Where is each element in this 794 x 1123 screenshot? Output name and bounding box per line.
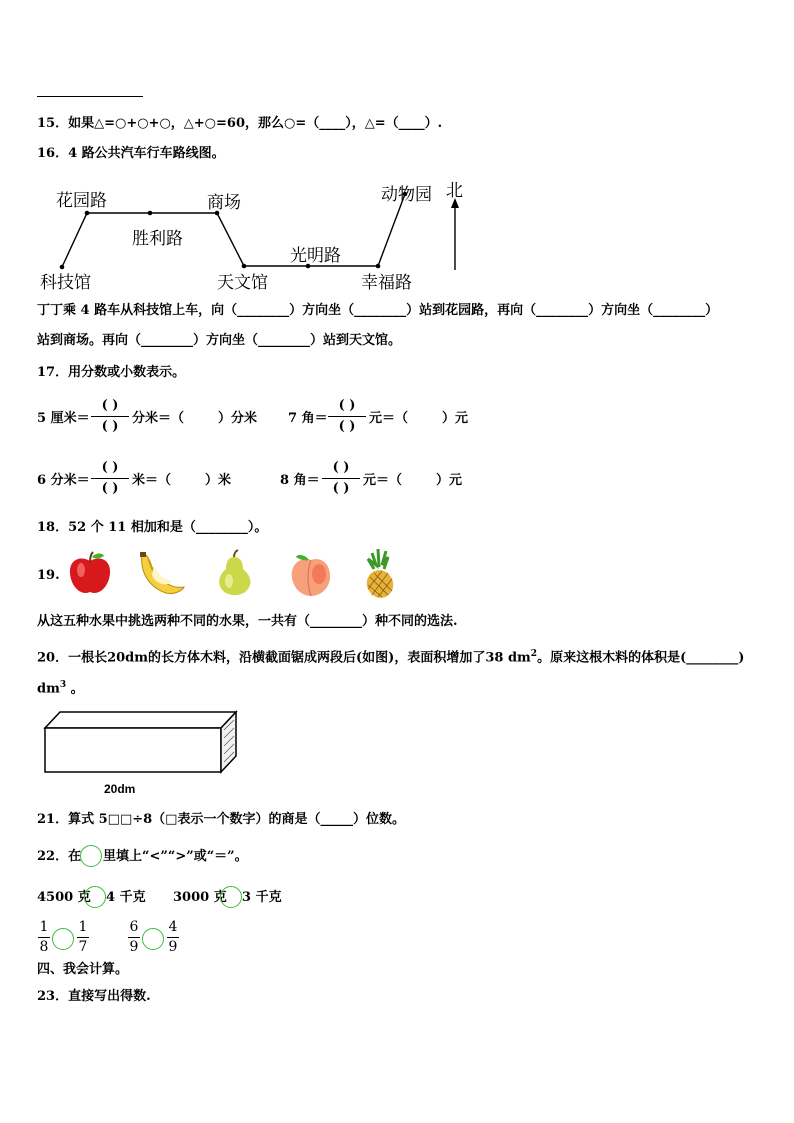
q17-item1-fraction: ( ) ( ) [91,397,129,436]
q17-item1-prefix: 5 厘米＝ [37,411,90,426]
question-19-number: 19. [37,568,60,583]
stop-huayuan: 花园路 [56,191,107,211]
q17-item4-unit: 元＝（ ）元 [363,473,463,488]
fraction-4-9: 4 9 [168,919,178,955]
stop-xingfu: 幸福路 [361,273,412,293]
fraction-1-8: 1 8 [39,919,49,955]
stop-tianwen: 天文馆 [217,273,268,293]
stop-dongwu: 动物园 [381,185,432,205]
q17-item2-prefix: 7 角＝ [288,411,328,426]
question-18: 18．52 个 11 相加和是（________）。 [37,520,268,535]
q17-item1-unit: 分米＝（ ）分米 [132,411,258,426]
compare-circle-3[interactable] [52,928,74,950]
q22-row1b-right: 3 千克 [242,890,282,905]
figure-length-label: 20dm [104,782,136,796]
q17-item3-unit: 米＝（ ）米 [132,473,232,488]
fraction-6-9: 6 9 [129,919,139,955]
question-23: 23．直接写出得数. [37,989,151,1004]
question-15: 15．如果△=○+○+○，△+○=60，那么○=（____），△=（____）. [37,116,443,131]
compare-circle-4[interactable] [142,928,164,950]
question-22-suffix: 里填上“<”“>”或“＝”。 [103,849,248,864]
question-16-line2: 站到商场。再向（________）方向坐（________）站到天文馆。 [37,333,402,348]
q17-item4-prefix: 8 角＝ [280,473,320,488]
question-21: 21．算式 5□□÷8（□表示一个数字）的商是（_____）位数。 [37,812,405,827]
question-16-title: 16．4 路公共汽车行车路线图。 [37,146,225,161]
wood-block-figure [40,706,240,776]
q17-item2-unit: 元＝（ ）元 [369,411,469,426]
stop-shengli: 胜利路 [132,229,183,249]
q17-item3-fraction: ( ) ( ) [91,459,129,498]
compare-circle-2[interactable] [220,886,242,908]
question-22-prefix: 22．在 [37,849,82,864]
header-rule [37,96,143,97]
q17-item4-fraction: ( ) ( ) [322,459,360,498]
peach-icon [287,552,335,598]
stop-guangming: 光明路 [290,246,341,266]
q22-row1b-left: 3000 克 [173,890,227,905]
section-4-heading: 四、我会计算。 [37,962,129,977]
q17-item2-fraction: ( ) ( ) [328,397,366,436]
q17-item3-prefix: 6 分米＝ [37,473,90,488]
stop-keji: 科技馆 [40,273,91,293]
question-17-title: 17．用分数或小数表示。 [37,365,186,380]
q22-row1a-right: 4 千克 [106,890,146,905]
pineapple-icon [358,549,402,599]
q22-row1a-left: 4500 克 [37,890,91,905]
fraction-1-7: 1 7 [78,919,88,955]
pear-icon [212,549,260,597]
question-16-line1: 丁丁乘 4 路车从科技馆上车，向（________）方向坐（________）站到花园路，再向（________）方向坐（________） [37,303,719,318]
compare-circle-icon [80,845,102,867]
north-label: 北 [446,181,463,201]
compare-circle-1[interactable] [84,886,106,908]
apple-icon [66,551,114,597]
banana-icon [134,551,186,597]
question-20-line2: $dm^3$ 。 [37,680,84,697]
question-19-text: 从这五种水果中挑选两种不同的水果，一共有（________）种不同的选法. [37,614,458,629]
question-20-line1: 20．一根长20dm的长方体木料，沿横截面锯成两段后(如图)，表面积增加了38 $dm^2$。原来这根木料的体积是(________) [37,649,745,666]
stop-shangchang: 商场 [207,193,241,213]
